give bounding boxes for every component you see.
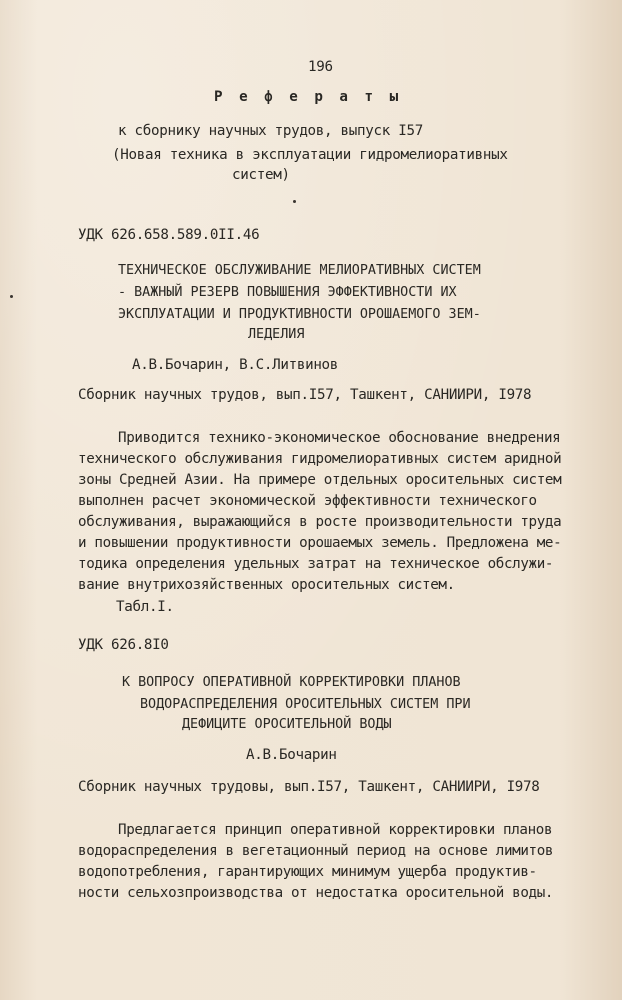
article-1-abstract-line-2: технического обслуживания гидромелиоративных систем аридной <box>78 451 562 467</box>
article-1-title-line-2: - ВАЖНЫЙ РЕЗЕРВ ПОВЫШЕНИЯ ЭФФЕКТИВНОСТИ ИХ <box>118 285 457 300</box>
article-2-udk: УДК 626.8I0 <box>78 637 169 653</box>
ink-dot <box>10 295 13 298</box>
ink-dot <box>293 200 296 203</box>
article-2-abstract-line-3: водопотребления, гарантирующих минимум ущерба продуктив- <box>78 864 537 880</box>
article-1-source: Сборник научных трудов, вып.I57, Ташкент, САНИИРИ, I978 <box>78 387 532 403</box>
article-1-abstract-line-6: и повышении продуктивности орошаемых земель. Предложена ме- <box>78 535 562 551</box>
article-1-abstract-line-1: Приводится технико-экономическое обоснование внедрения <box>118 430 561 446</box>
article-2-source: Сборник научных трудовы, вып.I57, Ташкент, САНИИРИ, I978 <box>78 779 540 795</box>
article-1-title-line-1: ТЕХНИЧЕСКОЕ ОБСЛУЖИВАНИЕ МЕЛИОРАТИВНЫХ СИСТЕМ <box>118 263 481 278</box>
page-number: 196 <box>308 59 333 75</box>
collection-line-2: (Новая техника в эксплуатации гидромелиоративных <box>112 147 508 163</box>
article-1-udk: УДК 626.658.589.0II.46 <box>78 227 260 243</box>
article-1-abstract-line-8: вание внутрихозяйственных оросительных систем. <box>78 577 455 593</box>
collection-line-3: систем) <box>232 167 290 183</box>
article-2-title-line-2: ВОДОРАСПРЕДЕЛЕНИЯ ОРОСИТЕЛЬНЫХ СИСТЕМ ПРИ <box>140 697 471 712</box>
article-1-abstract-line-7: тодика определения удельных затрат на техническое обслужи- <box>78 556 554 572</box>
article-1-title-line-4: ЛЕДЕЛИЯ <box>248 327 305 342</box>
collection-line-1: к сборнику научных трудов, выпуск I57 <box>118 123 423 139</box>
article-1-authors: А.В.Бочарин, В.С.Литвинов <box>132 357 339 373</box>
article-1-abstract-line-5: обслуживания, выражающийся в росте производительности труда <box>78 514 562 530</box>
article-1-title-line-3: ЭКСПЛУАТАЦИИ И ПРОДУКТИВНОСТИ ОРОШАЕМОГО ЗЕМ- <box>118 307 481 322</box>
article-1-tables-note: Табл.I. <box>116 599 174 615</box>
section-heading: Р е ф е р а т ы <box>214 89 403 105</box>
article-2-abstract-line-2: водораспределения в вегетационный период на основе лимитов <box>78 843 554 859</box>
article-2-abstract-line-4: ности сельхозпроизводства от недостатка оросительной воды. <box>78 885 554 901</box>
article-2-abstract-line-1: Предлагается принцип оперативной корректировки планов <box>118 822 553 838</box>
article-2-title-line-1: К ВОПРОСУ ОПЕРАТИВНОЙ КОРРЕКТИРОВКИ ПЛАНОВ <box>122 675 461 690</box>
article-2-title-line-3: ДЕФИЦИТЕ ОРОСИТЕЛЬНОЙ ВОДЫ <box>182 717 392 732</box>
article-2-authors: А.В.Бочарин <box>246 747 337 763</box>
article-1-abstract-line-3: зоны Средней Азии. На примере отдельных оросительных систем <box>78 472 562 488</box>
article-1-abstract-line-4: выполнен расчет экономической эффективности технического <box>78 493 537 509</box>
